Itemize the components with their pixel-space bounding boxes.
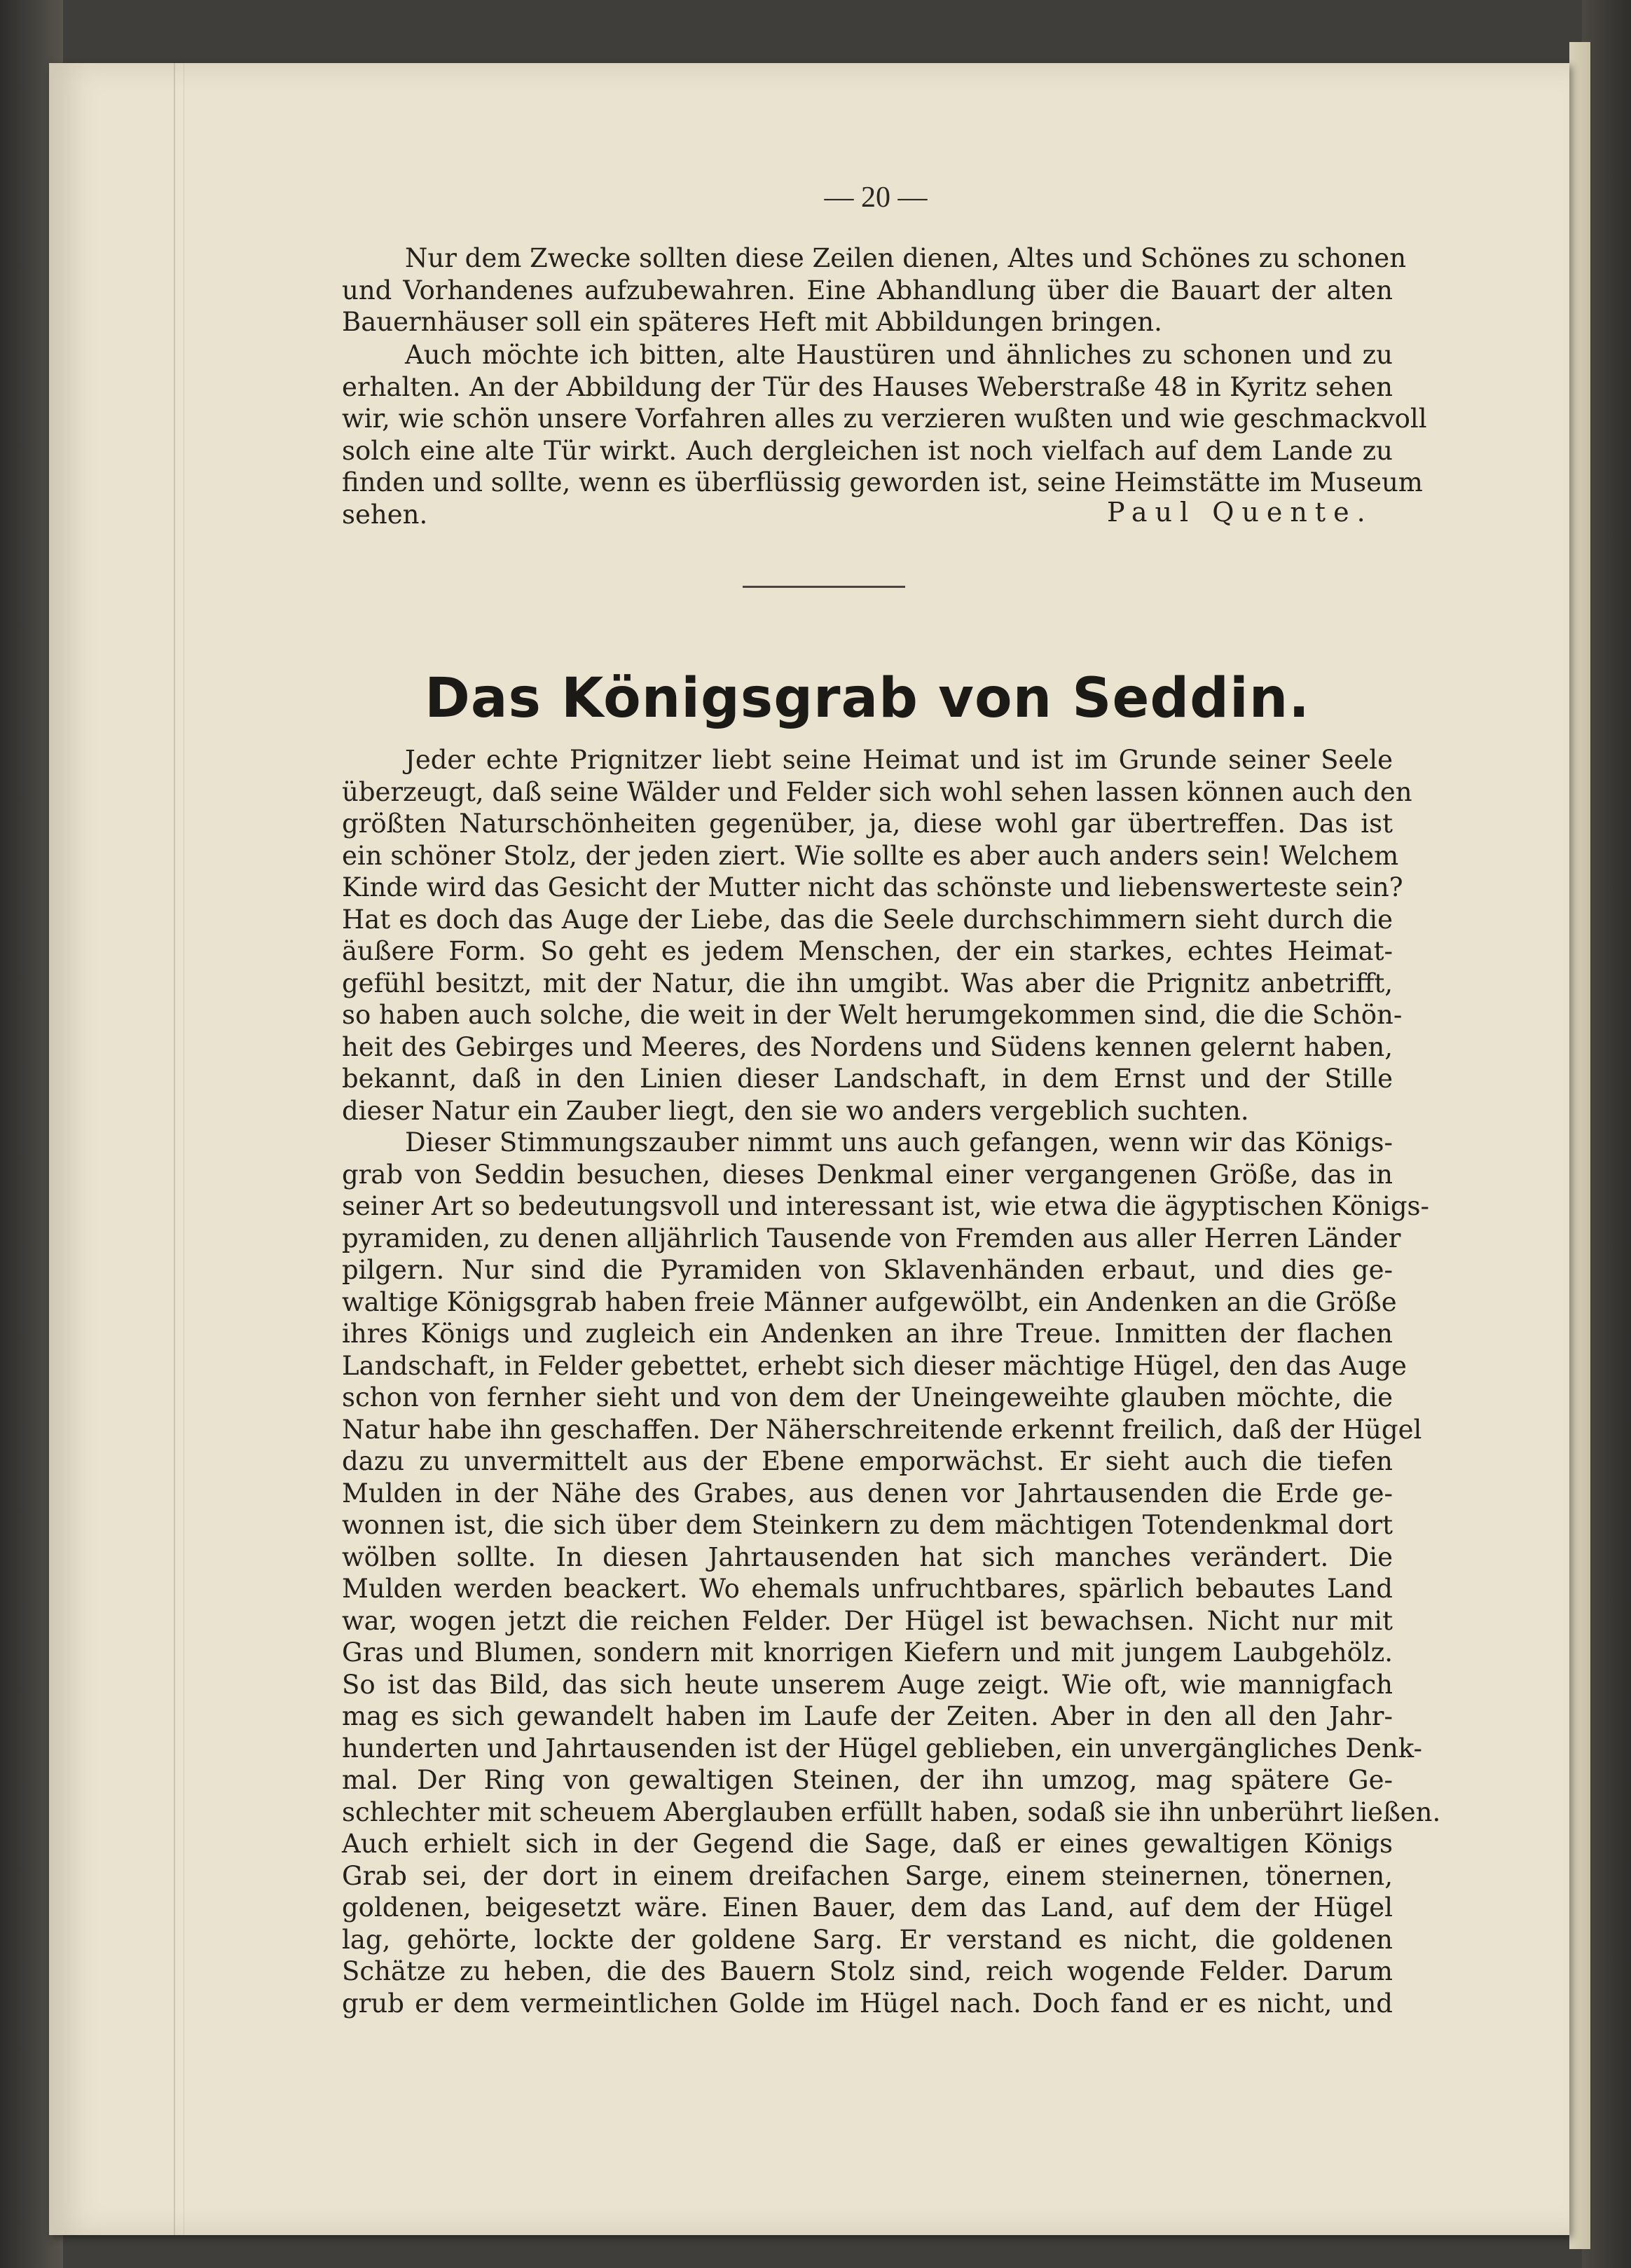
text-line: hunderten und Jahrtausenden ist der Hügel geblieben, ein unvergängliches Denk-	[342, 1733, 1423, 1764]
text-line: bekannt, daß in den Linien dieser Landschaft, in dem Ernst und der Stille	[342, 1064, 1393, 1094]
text-line: wölben sollte. In diesen Jahrtausenden hat sich manches verändert. Die	[342, 1541, 1393, 1572]
text-line: ihres Königs und zugleich ein Andenken an ihre Treue. Inmitten der flachen	[342, 1319, 1393, 1349]
gutter-line	[174, 63, 175, 2235]
text-line: seiner Art so bedeutungsvoll und interessant ist, wie etwa die ägyptischen Königs-	[342, 1191, 1429, 1221]
text-line: wir, wie schön unsere Vorfahren alles zu verzieren wußten und wie geschmackvoll	[342, 404, 1427, 434]
text-line: schon von fernher sieht und von dem der Uneingeweihte glauben möchte, die	[342, 1382, 1393, 1413]
text-line: grab von Seddin besuchen, dieses Denkmal einer vergangenen Größe, das in	[342, 1159, 1393, 1190]
text-line: Auch erhielt sich in der Gegend die Sage, daß er eines gewaltigen Königs	[342, 1829, 1393, 1859]
text-line: Mulden in der Nähe des Grabes, aus denen vor Jahrtausenden die Erde ge-	[342, 1478, 1393, 1508]
text-line: Jeder echte Prignitzer liebt seine Heimat und ist im Grunde seiner Seele	[405, 745, 1393, 775]
text-line: So ist das Bild, das sich heute unserem Auge zeigt. Wie oft, wie mannigfach	[342, 1669, 1393, 1700]
text-line: Schätze zu heben, die des Bauern Stolz sind, reich wogende Felder. Darum	[342, 1956, 1393, 1986]
text-line: größten Naturschönheiten gegenüber, ja, diese wohl gar übertreffen. Das ist	[342, 809, 1393, 839]
text-line: dieser Natur ein Zauber liegt, den sie wo anders vergeblich suchten.	[342, 1095, 1249, 1126]
text-line: gefühl besitzt, mit der Natur, die ihn umgibt. Was aber die Prignitz anbetrifft,	[342, 968, 1393, 998]
text-line: schlechter mit scheuem Aberglauben erfüllt haben, sodaß sie ihn unberührt ließen.	[342, 1796, 1441, 1827]
text-line: pilgern. Nur sind die Pyramiden von Sklavenhänden erbaut, und dies ge-	[342, 1255, 1393, 1285]
text-line: mal. Der Ring von gewaltigen Steinen, der ihn umzog, mag spätere Ge-	[342, 1765, 1393, 1795]
text-line: Bauernhäuser soll ein späteres Heft mit Abbildungen bringen.	[342, 307, 1162, 337]
text-line: und Vorhandenes aufzubewahren. Eine Abhandlung über die Bauart der alten	[342, 275, 1393, 305]
text-line: Mulden werden beackert. Wo ehemals unfruchtbares, spärlich bebautes Land	[342, 1574, 1393, 1604]
text-line: finden und sollte, wenn es überflüssig geworden ist, seine Heimstätte im Museum	[342, 467, 1423, 497]
author-signature: Paul Quente.	[1107, 497, 1373, 528]
text-line: goldenen, beigesetzt wäre. Einen Bauer, dem das Land, auf dem der Hügel	[342, 1892, 1393, 1923]
text-line: so haben auch solche, die weit in der Welt herumgekommen sind, die die Schön-	[342, 1000, 1403, 1030]
text-line: grub er dem vermeintlichen Golde im Hügel nach. Doch fand er es nicht, und	[342, 1988, 1393, 2019]
text-line: mag es sich gewandelt haben im Laufe der Zeiten. Aber in den all den Jahr-	[342, 1701, 1393, 1731]
text-line: Natur habe ihn geschaffen. Der Näherschreitende erkennt freilich, daß der Hügel	[342, 1414, 1422, 1445]
text-line: pyramiden, zu denen alljährlich Tausende von Fremden aus aller Herren Länder	[342, 1223, 1401, 1253]
page-edge	[1569, 42, 1590, 2249]
text-line: Kinde wird das Gesicht der Mutter nicht das schönste und liebenswerteste sein?	[342, 872, 1403, 902]
text-line: ein schöner Stolz, der jeden ziert. Wie sollte es aber auch anders sein! Welchem	[342, 840, 1399, 871]
text-line: Nur dem Zwecke sollten diese Zeilen dienen, Altes und Schönes zu schonen	[405, 243, 1407, 273]
text-line: Landschaft, in Felder gebettet, erhebt sich dieser mächtige Hügel, den das Auge	[342, 1350, 1407, 1381]
text-line: überzeugt, daß seine Wälder und Felder sich wohl sehen lassen können auch den	[342, 776, 1412, 807]
text-line: Dieser Stimmungszauber nimmt uns auch gefangen, wenn wir das Königs-	[405, 1127, 1393, 1157]
page-number: — 20 —	[824, 181, 928, 214]
text-line: sehen.	[342, 499, 428, 530]
text-line: dazu zu unvermittelt aus der Ebene emporwächst. Er sieht auch die tiefen	[342, 1446, 1393, 1476]
text-line: Gras und Blumen, sondern mit knorrigen Kiefern und mit jungem Laubgehölz.	[342, 1637, 1393, 1668]
text-line: erhalten. An der Abbildung der Tür des Hauses Weberstraße 48 in Kyritz sehen	[342, 371, 1393, 402]
text-line: solch eine alte Tür wirkt. Auch dergleichen ist noch vielfach auf dem Lande zu	[342, 435, 1393, 466]
text-line: waltige Königsgrab haben freie Männer aufgewölbt, ein Andenken an die Größe	[342, 1286, 1397, 1317]
text-line: Hat es doch das Auge der Liebe, das die Seele durchschimmern sieht durch die	[342, 904, 1393, 935]
text-line: Grab sei, der dort in einem dreifachen Sarge, einem steinernen, tönernen,	[342, 1860, 1393, 1891]
section-divider	[743, 586, 905, 588]
article-body	[342, 744, 1441, 2019]
text-line: lag, gehörte, lockte der goldene Sarg. Er verstand es nicht, die goldenen	[342, 1924, 1393, 1955]
text-line: war, wogen jetzt die reichen Felder. Der Hügel ist bewachsen. Nicht nur mit	[342, 1605, 1393, 1636]
text-line: äußere Form. So geht es jedem Menschen, der ein starkes, echtes Heimat-	[342, 936, 1393, 966]
text-line: heit des Gebirges und Meeres, des Nordens und Südens kennen gelernt haben,	[342, 1031, 1393, 1062]
article-title: Das Königsgrab von Seddin.	[425, 667, 1310, 730]
text-line: Auch möchte ich bitten, alte Haustüren und ähnliches zu schonen und zu	[405, 340, 1393, 370]
intro-paragraph-1	[342, 242, 1407, 338]
text-line: wonnen ist, die sich über dem Steinkern zu dem mächtigen Totendenkmal dort	[342, 1510, 1393, 1540]
